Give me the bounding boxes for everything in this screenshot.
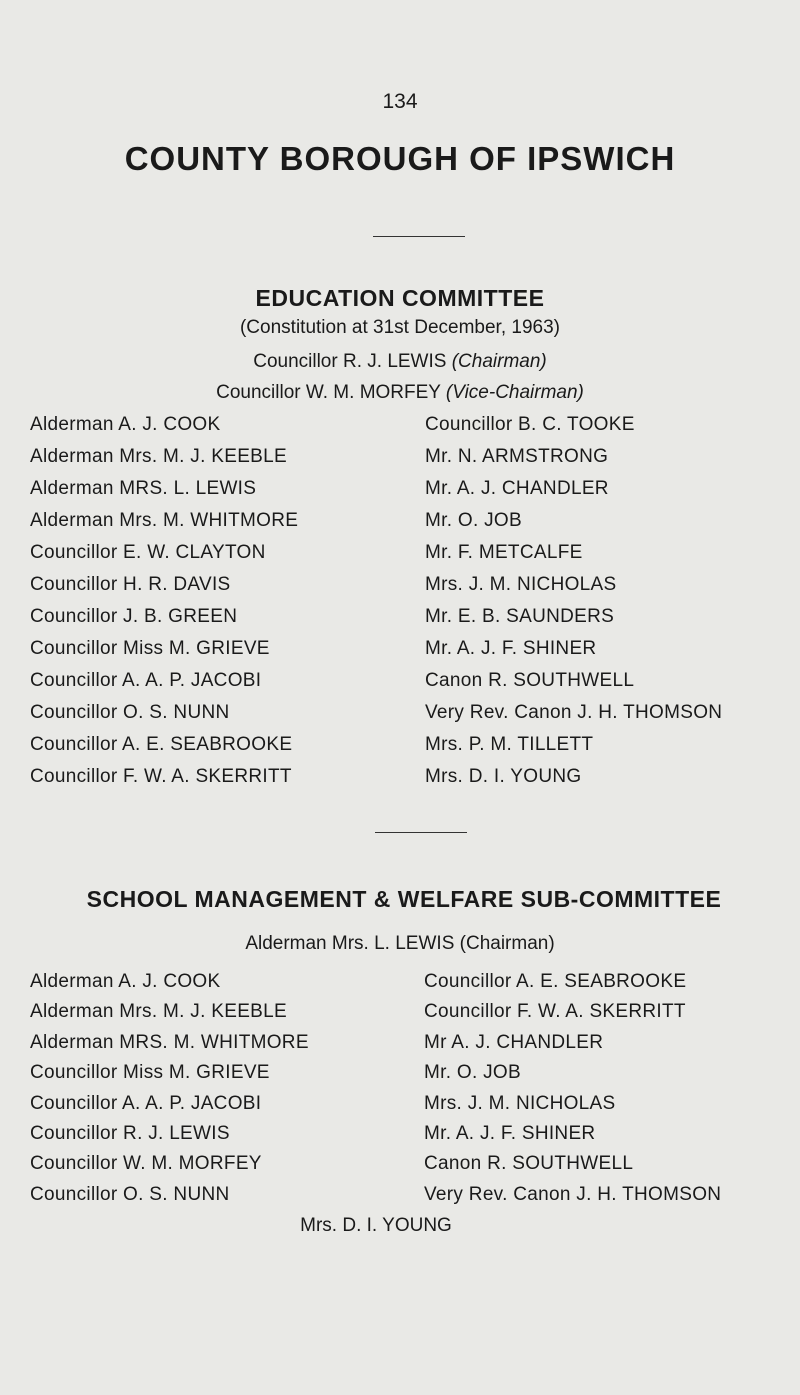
member-list-item: Mr. A. J. CHANDLER [425, 478, 609, 499]
sub-last-member: Mrs. D. I. YOUNG [300, 1215, 452, 1236]
member-list-item: Alderman Mrs. M. WHITMORE [30, 510, 299, 531]
member-list-item: Councillor A. A. P. JACOBI [30, 670, 262, 691]
member-list-item: Councillor Miss M. GRIEVE [30, 1062, 270, 1084]
member-list-item: Mr. A. J. F. SHINER [425, 638, 597, 659]
member-list-item: Councillor O. S. NUNN [30, 702, 230, 723]
chairman-line [0, 351, 800, 373]
member-list-item: Councillor A. E. SEABROOKE [424, 971, 687, 992]
member-list-item: Alderman Mrs. M. J. KEEBLE [30, 446, 287, 467]
member-list-item: Councillor R. J. LEWIS [30, 1122, 230, 1144]
member-list-item: Mrs. J. M. NICHOLAS [425, 574, 617, 595]
divider-top [373, 236, 465, 237]
member-list-item: Very Rev. Canon J. H. THOMSON [424, 1183, 722, 1205]
member-list-item: Alderman MRS. M. WHITMORE [30, 1031, 309, 1053]
member-list-item: Councillor Miss M. GRIEVE [30, 638, 270, 659]
education-members-left [30, 409, 298, 793]
member-list-item: Alderman Mrs. M. J. KEEBLE [30, 1001, 287, 1023]
document-title: COUNTY BOROUGH OF IPSWICH [124, 140, 676, 177]
member-list-item: Councillor J. B. GREEN [30, 606, 238, 627]
member-list-item: Councillor W. M. MORFEY [30, 1153, 262, 1175]
sub-members-left [30, 967, 309, 1210]
member-list-item: Alderman A. J. COOK [30, 414, 221, 435]
member-list-item: Alderman A. J. COOK [30, 971, 221, 992]
member-list-item: Mr. A. J. F. SHINER [424, 1122, 596, 1144]
vice-chairman-role: (Vice-Chairman) [445, 382, 584, 403]
chairman-name: Councillor R. J. LEWIS [253, 351, 447, 372]
divider-middle [375, 832, 467, 833]
member-list-item: Councillor E. W. CLAYTON [30, 542, 266, 563]
member-list-item: Mrs. P. M. TILLETT [425, 734, 594, 755]
member-list-item: Councillor H. R. DAVIS [30, 574, 231, 595]
vice-chairman-line [0, 382, 800, 404]
member-list-item: Councillor A. A. P. JACOBI [30, 1092, 262, 1114]
member-list-item: Councillor O. S. NUNN [30, 1183, 230, 1205]
member-list-item: Mr. O. JOB [424, 1062, 521, 1084]
member-list-item: Mr. E. B. SAUNDERS [425, 606, 615, 627]
page-number: 134 [382, 90, 418, 113]
member-list-item: Councillor A. E. SEABROOKE [30, 734, 293, 755]
constitution-date: (Constitution at 31st December, 1963) [239, 317, 560, 338]
education-members-right [425, 409, 722, 793]
member-list-item: Mrs. J. M. NICHOLAS [424, 1092, 616, 1114]
vice-chairman-name: Councillor W. M. MORFEY [216, 382, 441, 403]
sub-committee-title: SCHOOL MANAGEMENT & WELFARE SUB-COMMITTEE [86, 886, 722, 912]
member-list-item: Mr A. J. CHANDLER [424, 1031, 604, 1053]
member-list-item: Mr. F. METCALFE [425, 542, 583, 563]
member-list-item: Councillor F. W. A. SKERRITT [30, 766, 292, 787]
member-list-item: Councillor F. W. A. SKERRITT [424, 1001, 686, 1023]
member-list-item: Canon R. SOUTHWELL [424, 1153, 634, 1175]
sub-committee-chairman: Alderman Mrs. L. LEWIS (Chairman) [245, 933, 555, 954]
member-list-item: Alderman MRS. L. LEWIS [30, 478, 257, 499]
sub-members-right [424, 967, 721, 1210]
education-committee-title: EDUCATION COMMITTEE [255, 285, 545, 311]
member-list-item: Mrs. D. I. YOUNG [425, 766, 582, 787]
member-list-item: Councillor B. C. TOOKE [425, 414, 635, 435]
member-list-item: Very Rev. Canon J. H. THOMSON [425, 702, 723, 723]
member-list-item: Mr. O. JOB [425, 510, 522, 531]
chairman-role: (Chairman) [451, 351, 547, 372]
member-list-item: Mr. N. ARMSTRONG [425, 446, 609, 467]
member-list-item: Canon R. SOUTHWELL [425, 670, 635, 691]
